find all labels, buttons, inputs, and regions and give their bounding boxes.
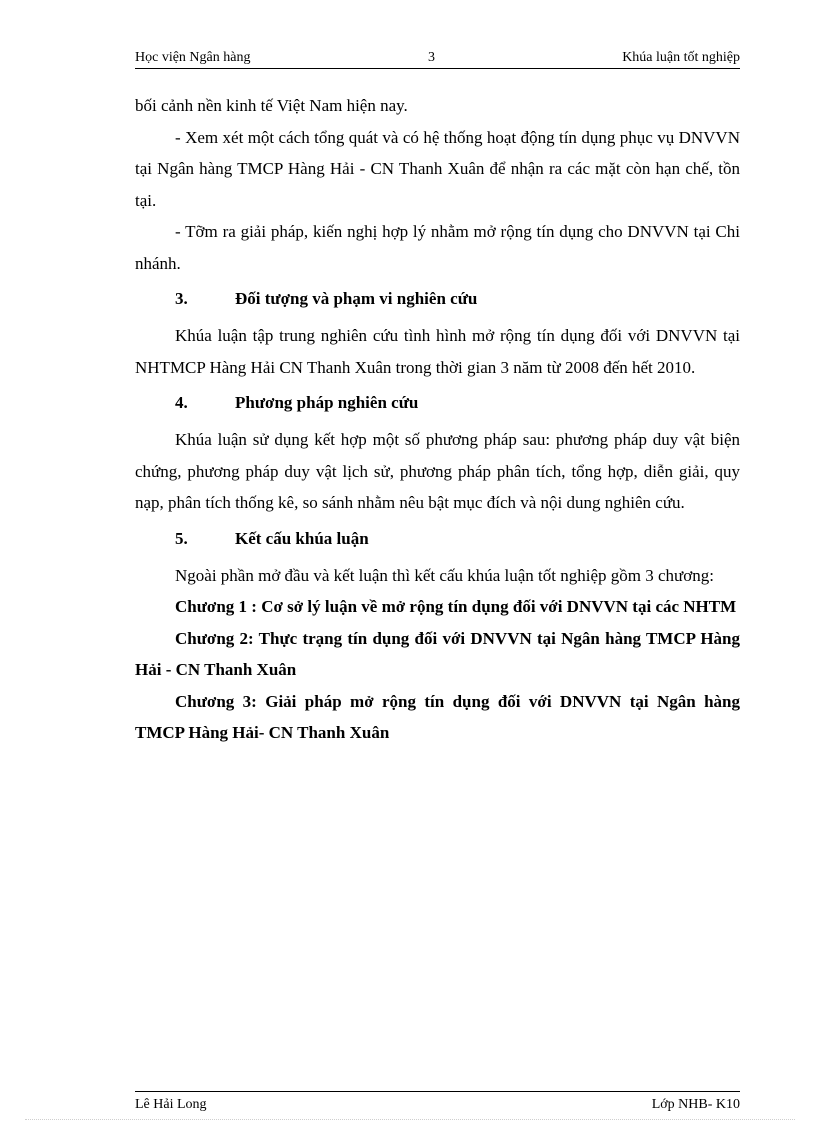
paragraph-scope: Khúa luận tập trung nghiên cứu tình hình mở rộng tín dụng đối với DNVVN tại NHTMCP Hàng Hải CN Thanh Xuân trong thời gian 3 năm từ 2008 đến hết 2010. [135, 326, 740, 377]
chapter-3: Chương 3: Giải pháp mở rộng tín dụng đối với DNVVN tại Ngân hàng TMCP Hàng Hải- CN Thanh Xuân [135, 691, 740, 742]
section-number: 3. [175, 289, 188, 308]
section-title: Phương pháp nghiên cứu [235, 393, 419, 412]
footer-class: Lớp NHB- K10 [651, 1097, 740, 1112]
section-heading-3 [135, 287, 740, 311]
footer-author: Lê Hải Long [135, 1097, 207, 1112]
page-footer [135, 1091, 740, 1114]
chapter-2: Chương 2: Thực trạng tín dụng đối với DNVVN tại Ngân hàng TMCP Hàng Hải - CN Thanh Xuân [135, 628, 740, 679]
chapter-1: Chương 1 : Cơ sở lý luận về mở rộng tín dụng đối với DNVVN tại các NHTM [175, 597, 737, 616]
section-heading-4 [135, 391, 740, 415]
page-header [135, 50, 740, 69]
page-bottom-divider [25, 1119, 795, 1120]
page-body [135, 90, 740, 749]
page-number: 3 [428, 50, 435, 65]
header-institution: Học viện Ngân hàng [135, 50, 251, 65]
paragraph-objective-solution: - Tỡm ra giải pháp, kiến nghị hợp lý nhằm mở rộng tín dụng cho DNVVN tại Chi nhánh. [135, 222, 740, 273]
paragraph-context: bối cảnh nền kinh tế Việt Nam hiện nay. [135, 96, 408, 115]
paragraph-methods: Khúa luận sử dụng kết hợp một số phương pháp sau: phương pháp duy vật biện chứng, phương pháp duy vật lịch sử, phương pháp phân tích, tổng hợp, diễn giải, quy nạp, phân tích thống kê, so sánh nhằm nêu bật mục đích và nội dung nghiên cứu. [135, 430, 740, 512]
section-title: Kết cấu khúa luận [235, 528, 369, 548]
header-document-type: Khúa luận tốt nghiệp [622, 50, 740, 65]
section-heading-5 [135, 527, 740, 551]
section-number: 5. [175, 528, 188, 548]
section-number: 4. [175, 393, 188, 412]
section-title: Đối tượng và phạm vi nghiên cứu [235, 289, 478, 308]
paragraph-structure: Ngoài phần mở đầu và kết luận thì kết cấu khúa luận tốt nghiệp gồm 3 chương: [175, 565, 714, 585]
paragraph-objective-review: - Xem xét một cách tổng quát và có hệ thống hoạt động tín dụng phục vụ DNVVN tại Ngân hàng TMCP Hàng Hải - CN Thanh Xuân để nhận ra các mặt còn hạn chế, tồn tại. [135, 127, 740, 210]
